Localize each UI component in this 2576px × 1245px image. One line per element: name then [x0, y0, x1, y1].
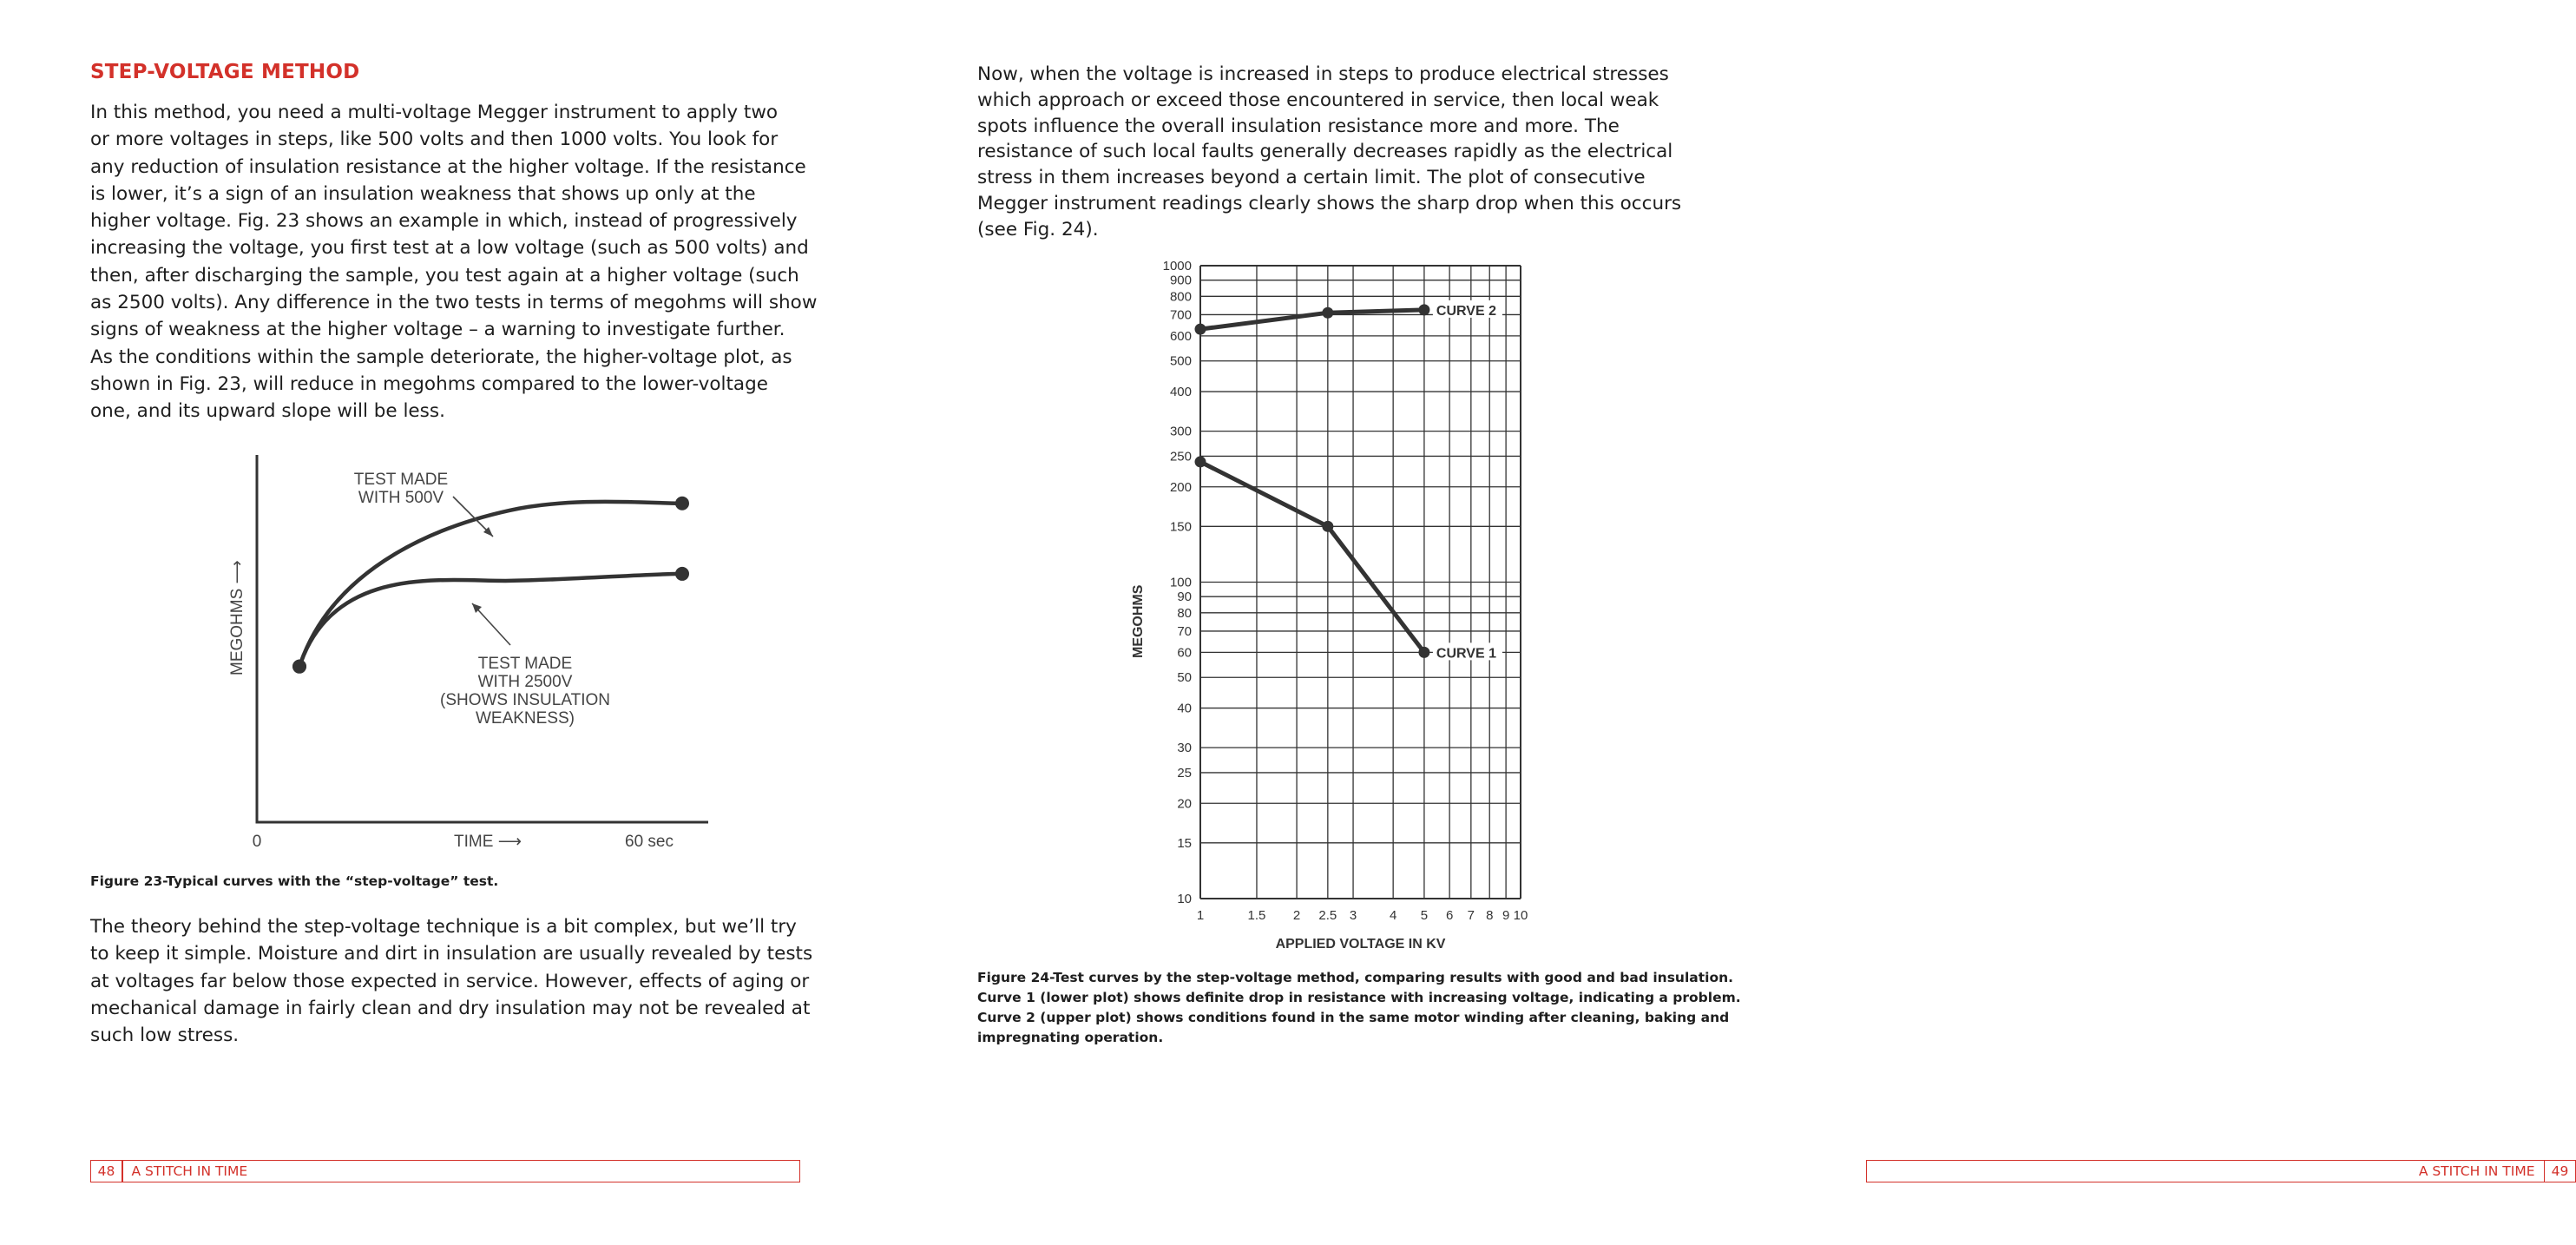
text-line: (see Fig. 24). [977, 218, 1099, 240]
x-tick-end: 60 sec [625, 833, 674, 851]
x-tick-label: 3 [1349, 908, 1357, 923]
y-tick-label: 900 [1169, 273, 1192, 288]
x-tick-label: 8 [1486, 908, 1494, 923]
intro-paragraph [90, 99, 817, 425]
text-line: In this method, you need a multi-voltage Megger instrument to apply two [90, 102, 779, 123]
text-line: one, and its upward slope will be less. [90, 400, 445, 423]
text-line: such low stress. [90, 1024, 240, 1047]
x-tick-label: 10 [1513, 908, 1528, 923]
y-tick-label: 600 [1169, 328, 1192, 344]
series-2-start-point [292, 660, 306, 674]
y-tick-label: 250 [1169, 449, 1192, 464]
curve-2-point [1418, 304, 1429, 315]
text-line: The theory behind the step-voltage technique is a bit complex, but we’ll try [90, 916, 797, 938]
figure-23-caption: Figure 23-Typical curves with the “step-voltage” test. [90, 873, 499, 889]
text-line: is lower, it’s a sign of an insulation weakness that shows up only at the [90, 182, 756, 205]
weak-spots-paragraph [977, 62, 1681, 243]
label-500v-line: TEST MADE [353, 471, 449, 489]
x-tick-label: 2.5 [1318, 908, 1337, 923]
y-tick-label: 10 [1177, 892, 1192, 906]
text-line: shown in Fig. 23, will reduce in megohms compared to the lower-voltage [90, 372, 768, 395]
curve-1-point [1195, 456, 1206, 467]
text-line: As the conditions within the sample deteriorate, the higher-voltage plot, as [90, 346, 792, 368]
x-tick-label: 7 [1467, 908, 1475, 923]
text-line: higher voltage. Fig. 23 shows an example in which, instead of progressively [90, 210, 798, 233]
curve-1-line [1200, 462, 1424, 652]
axes [257, 455, 708, 822]
y-tick-label: 200 [1169, 479, 1192, 495]
y-tick-label: 400 [1169, 385, 1192, 400]
x-axis-label: TIME ⟶ [454, 833, 522, 851]
text-line: any reduction of insulation resistance at the higher voltage. If the resistance [90, 155, 806, 178]
y-axis-label: MEGOHMS [1131, 584, 1146, 659]
curve-2-line [1200, 310, 1424, 329]
y-tick-label: 80 [1177, 605, 1192, 621]
page-number: 49 [2551, 1163, 2569, 1179]
y-tick-label: 700 [1169, 307, 1192, 323]
label-2500v-line: (SHOWS INSULATION [440, 691, 610, 709]
caption-line: Figure 24-Test curves by the step-voltage method, comparing results with good and bad insulation. [977, 970, 1734, 985]
page-number: 48 [97, 1163, 115, 1179]
y-tick-label: 15 [1177, 835, 1192, 851]
text-line: signs of weakness at the higher voltage – a warning to investigate further. [90, 319, 785, 341]
text-line: increasing the voltage, you first test at a low voltage (such as 500 volts) and [90, 237, 809, 260]
text-line: Now, when the voltage is increased in steps to produce electrical stresses [977, 63, 1669, 85]
footer-right [1866, 1160, 2576, 1182]
footer-title: A STITCH IN TIME [2418, 1163, 2535, 1179]
y-tick-label: 60 [1177, 645, 1192, 661]
curve-1-label: CURVE 1 [1436, 646, 1496, 662]
y-tick-label: 800 [1169, 289, 1192, 305]
text-line: or more voltages in steps, like 500 volts and then 1000 volts. You look for [90, 128, 779, 151]
x-tick-label: 5 [1420, 908, 1429, 923]
footer-title: A STITCH IN TIME [131, 1163, 248, 1179]
text-line: to keep it simple. Moisture and dirt in insulation are usually revealed by tests [90, 943, 813, 965]
x-tick-label: 1 [1196, 908, 1205, 923]
y-tick-label: 50 [1177, 670, 1192, 686]
x-tick-start: 0 [252, 833, 262, 851]
caption-line: impregnating operation. [977, 1030, 1164, 1045]
text-line: which approach or exceed those encountered in service, then local weak [977, 89, 1659, 111]
text-line: at voltages far below those expected in service. However, effects of aging or [90, 970, 810, 992]
y-tick-label: 500 [1169, 353, 1192, 369]
y-tick-label: 20 [1177, 796, 1192, 812]
y-axis-label: MEGOHMS ⟶ [228, 560, 246, 675]
y-tick-label: 25 [1177, 765, 1192, 781]
y-tick-label: 30 [1177, 741, 1192, 756]
x-tick-label: 4 [1389, 908, 1397, 923]
y-tick-label: 40 [1177, 701, 1192, 716]
figure-24-caption [977, 968, 1741, 1048]
text-line: resistance of such local faults generally decreases rapidly as the electrical [977, 141, 1673, 163]
x-tick-label: 1.5 [1247, 908, 1266, 923]
right-page [889, 0, 2569, 1245]
figure-23-chart [200, 434, 720, 860]
curve-2-point [1195, 324, 1206, 335]
series-2-line [299, 574, 682, 667]
text-line: as 2500 volts). Any difference in the two tests in terms of megohms will show [90, 292, 818, 314]
y-tick-label: 100 [1169, 575, 1192, 590]
figure-24-chart [1101, 250, 1528, 962]
curve-1-point [1418, 647, 1429, 658]
text-line: stress in them increases beyond a certain limit. The plot of consecutive [977, 167, 1646, 189]
curve-1-point [1322, 521, 1333, 532]
y-tick-label: 1000 [1162, 259, 1192, 273]
y-tick-label: 300 [1169, 424, 1192, 439]
label-2500v-line: TEST MADE [477, 655, 573, 673]
left-page [0, 0, 889, 1245]
label-2500v-line: WEAKNESS) [475, 709, 575, 728]
theory-paragraph [90, 913, 812, 1049]
caption-line: Curve 2 (upper plot) shows conditions found in the same motor winding after cleaning, baking and [977, 1010, 1730, 1025]
label-500v-line: WITH 500V [358, 489, 444, 507]
label-2500v-line: WITH 2500V [477, 673, 573, 691]
text-line: spots influence the overall insulation resistance more and more. The [977, 115, 1620, 137]
section-heading: STEP-VOLTAGE METHOD [90, 61, 360, 83]
x-axis-label: APPLIED VOLTAGE IN KV [1275, 937, 1446, 952]
y-tick-label: 70 [1177, 623, 1192, 639]
text-line: then, after discharging the sample, you test again at a higher voltage (such [90, 264, 799, 287]
text-line: Megger instrument readings clearly shows the sharp drop when this occurs [977, 192, 1682, 214]
y-tick-label: 90 [1177, 590, 1192, 605]
curve-2-label: CURVE 2 [1436, 303, 1496, 319]
footer-left [90, 1160, 800, 1182]
series-1-end-point [675, 497, 689, 511]
y-tick-label: 150 [1169, 519, 1192, 535]
x-tick-label: 2 [1292, 908, 1301, 923]
curve-2-point [1322, 307, 1333, 319]
series-1-line [299, 502, 682, 667]
text-line: mechanical damage in fairly clean and dry insulation may not be revealed at [90, 997, 811, 1019]
caption-line: Curve 1 (lower plot) shows definite drop in resistance with increasing voltage, indicating a problem. [977, 990, 1741, 1005]
series-2-end-point [675, 567, 689, 581]
x-tick-label: 6 [1445, 908, 1454, 923]
x-tick-label: 9 [1502, 908, 1510, 923]
